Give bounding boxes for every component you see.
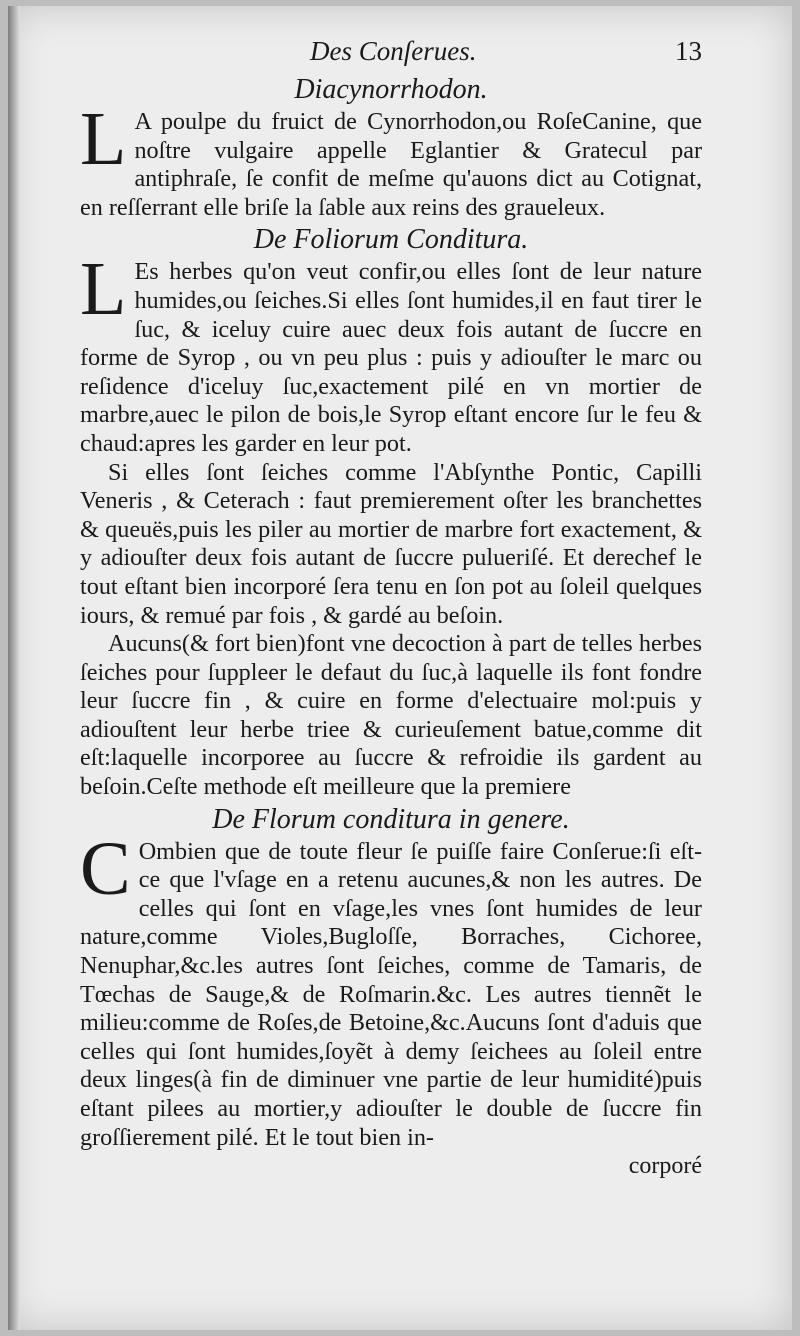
section-heading: De Florum conditura in genere. bbox=[212, 803, 570, 835]
section-paragraph bbox=[80, 97, 702, 222]
running-head bbox=[80, 34, 702, 72]
paragraph-text: Ombien que de toute fleur ſe puiſſe faire Conſerue:ſi eſt-ce que l'vſage en a retenu aucunes,& non les autres. De celles qui ſont en vſage,les vnes ſont humides de leur nature,comme Violes,Bugloſſe, Borraches, Cichoree, Nenuphar,&c.les autres ſont ſeiches, comme de Tamaris, de Tœchas de Sauge,& de Roſmarin.&c. Les autres tiennẽt le milieu:comme de Roſes,de Betoine,&c.Aucuns ſont d'aduis que celles qui ſont humides,ſoyẽt à demy ſeichees au ſoleil entre deux linges(à fin de diminuer vne partie de leur humidité)puis eſtant pilees au mortier,y adiouſter le double de ſuccre fin groſſierement pilé. Et le tout bien in- bbox=[80, 837, 702, 1151]
section-heading: Diacynorrhodon. bbox=[294, 74, 488, 105]
section-paragraph: Si elles ſont ſeiches comme l'Abſynthe Pontic, Capilli Veneris , & Ceterach : faut premierement oſter les branchettes & queuës,puis les piler au mortier de marbre fort exactement, & y adiouſter deux fois autant de ſuccre pulueriſé. Et derechef le tout eſtant bien incorporé ſera tenu en ſon pot au ſoleil quelques iours, & remué par fois , & gardé au beſoin. bbox=[80, 458, 702, 629]
section-heading: De Foliorum Conditura. bbox=[253, 224, 529, 256]
drop-capital: C bbox=[80, 826, 131, 911]
drop-capital: L bbox=[80, 97, 127, 181]
section-paragraph: Aucuns(& fort bien)font vne decoction à part de telles herbes ſeiches pour ſuppleer le defaut du ſuc,à laquelle ils font fondre leur ſuccre fin , & cuire en forme d'electuaire mol:puis y adiouſtent leur herbe triee & curieuſement batue,comme dit eſt:laquelle incorporee au ſuccre & refroidie ils gardent au beſoin.Ceſte methode eſt meilleure que la premiere bbox=[80, 630, 702, 801]
page-number: 13 bbox=[675, 36, 702, 66]
paragraph-text: A poulpe du fruict de Cynorrhodon,ou RoſeCanine, que noſtre vulgaire appelle Eglantier & Gratecul par antiphraſe, ſe confit de meſme qu'auons dict au Cotignat, en reſſerrant elle briſe la ſable aux reins des graueleux. bbox=[80, 108, 702, 221]
catchword: corporé bbox=[628, 1153, 702, 1180]
running-title: Des Conſerues. bbox=[310, 36, 477, 66]
paragraph-text: Es herbes qu'on veut confir,ou elles ſont de leur nature humides,ou ſeiches.Si elles ſont humides,il en faut tirer le ſuc, & iceluy cuire auec deux fois autant de ſuccre en forme de Syrop , ou vn peu plus : puis y adiouſter le marc ou reſidence d'iceluy ſuc,exactement pilé en vn mortier de marbre,auec le pilon de bois,le Syrop eſtant encore ſur le feu & chaud:apres les garder en leur pot. bbox=[80, 258, 702, 457]
text-block bbox=[80, 34, 702, 1180]
page-gutter-shadow bbox=[8, 6, 20, 1330]
drop-capital: L bbox=[80, 247, 127, 332]
section-paragraph bbox=[80, 826, 702, 1153]
book-page bbox=[8, 6, 792, 1330]
section-paragraph bbox=[80, 247, 702, 458]
